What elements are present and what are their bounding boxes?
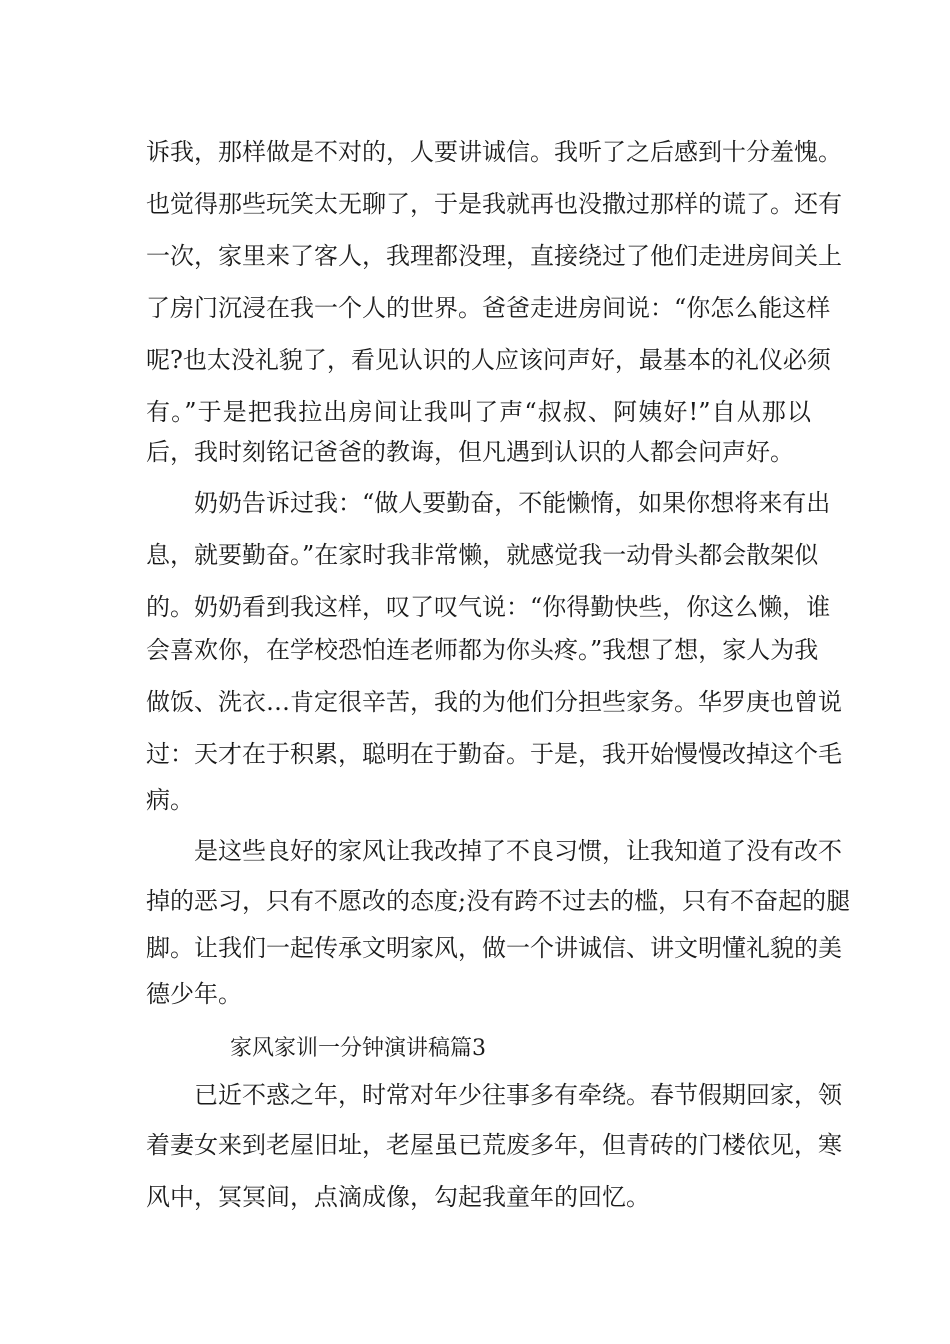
text-line: 脚。让我们一起传承文明家风，做一个讲诚信、讲文明懂礼貌的美 — [146, 934, 842, 962]
text-line: 奶奶告诉过我：“做人要勤奋，不能懒惰，如果你想将来有出 — [194, 489, 831, 517]
text-line: 诉我，那样做是不对的，人要讲诚信。我听了之后感到十分羞愧。 — [146, 138, 842, 166]
text-line: 病。 — [146, 786, 194, 814]
text-line: 已近不惑之年，时常对年少往事多有牵绕。春节假期回家，领 — [194, 1081, 842, 1109]
section-heading: 家风家训一分钟演讲稿篇3 — [230, 1036, 486, 1061]
text-line: 后，我时刻铭记爸爸的教诲，但凡遇到认识的人都会问声好。 — [146, 438, 794, 466]
text-line: 着妻女来到老屋旧址，老屋虽已荒废多年，但青砖的门楼依见，寒 — [146, 1131, 842, 1159]
text-line: 会喜欢你，在学校恐怕连老师都为你头疼。”我想了想，家人为我 — [146, 636, 819, 664]
text-line: 的。奶奶看到我这样，叹了叹气说：“你得勤快些，你这么懒，谁 — [146, 593, 831, 621]
text-line: 一次，家里来了客人，我理都没理，直接绕过了他们走进房间关上 — [146, 242, 842, 270]
text-line: 有。”于是把我拉出房间让我叫了声“叔叔、阿姨好!”自从那以 — [146, 398, 811, 426]
text-line: 是这些良好的家风让我改掉了不良习惯，让我知道了没有改不 — [194, 837, 842, 865]
text-line: 掉的恶习，只有不愿改的态度;没有跨不过去的槛，只有不奋起的腿 — [146, 887, 851, 915]
text-line: 也觉得那些玩笑太无聊了，于是我就再也没撒过那样的谎了。还有 — [146, 190, 842, 218]
text-line: 息，就要勤奋。”在家时我非常懒，就感觉我一动骨头都会散架似 — [146, 541, 819, 569]
text-line: 风中，冥冥间，点滴成像，勾起我童年的回忆。 — [146, 1183, 650, 1211]
text-line: 呢?也太没礼貌了，看见认识的人应该问声好，最基本的礼仪必须 — [146, 346, 831, 374]
text-line: 德少年。 — [146, 980, 242, 1008]
text-line: 过：天才在于积累，聪明在于勤奋。于是，我开始慢慢改掉这个毛 — [146, 740, 842, 768]
text-line: 了房门沉浸在我一个人的世界。爸爸走进房间说：“你怎么能这样 — [146, 294, 831, 322]
text-line: 做饭、洗衣…肯定很辛苦，我的为他们分担些家务。华罗庚也曾说 — [146, 688, 842, 716]
